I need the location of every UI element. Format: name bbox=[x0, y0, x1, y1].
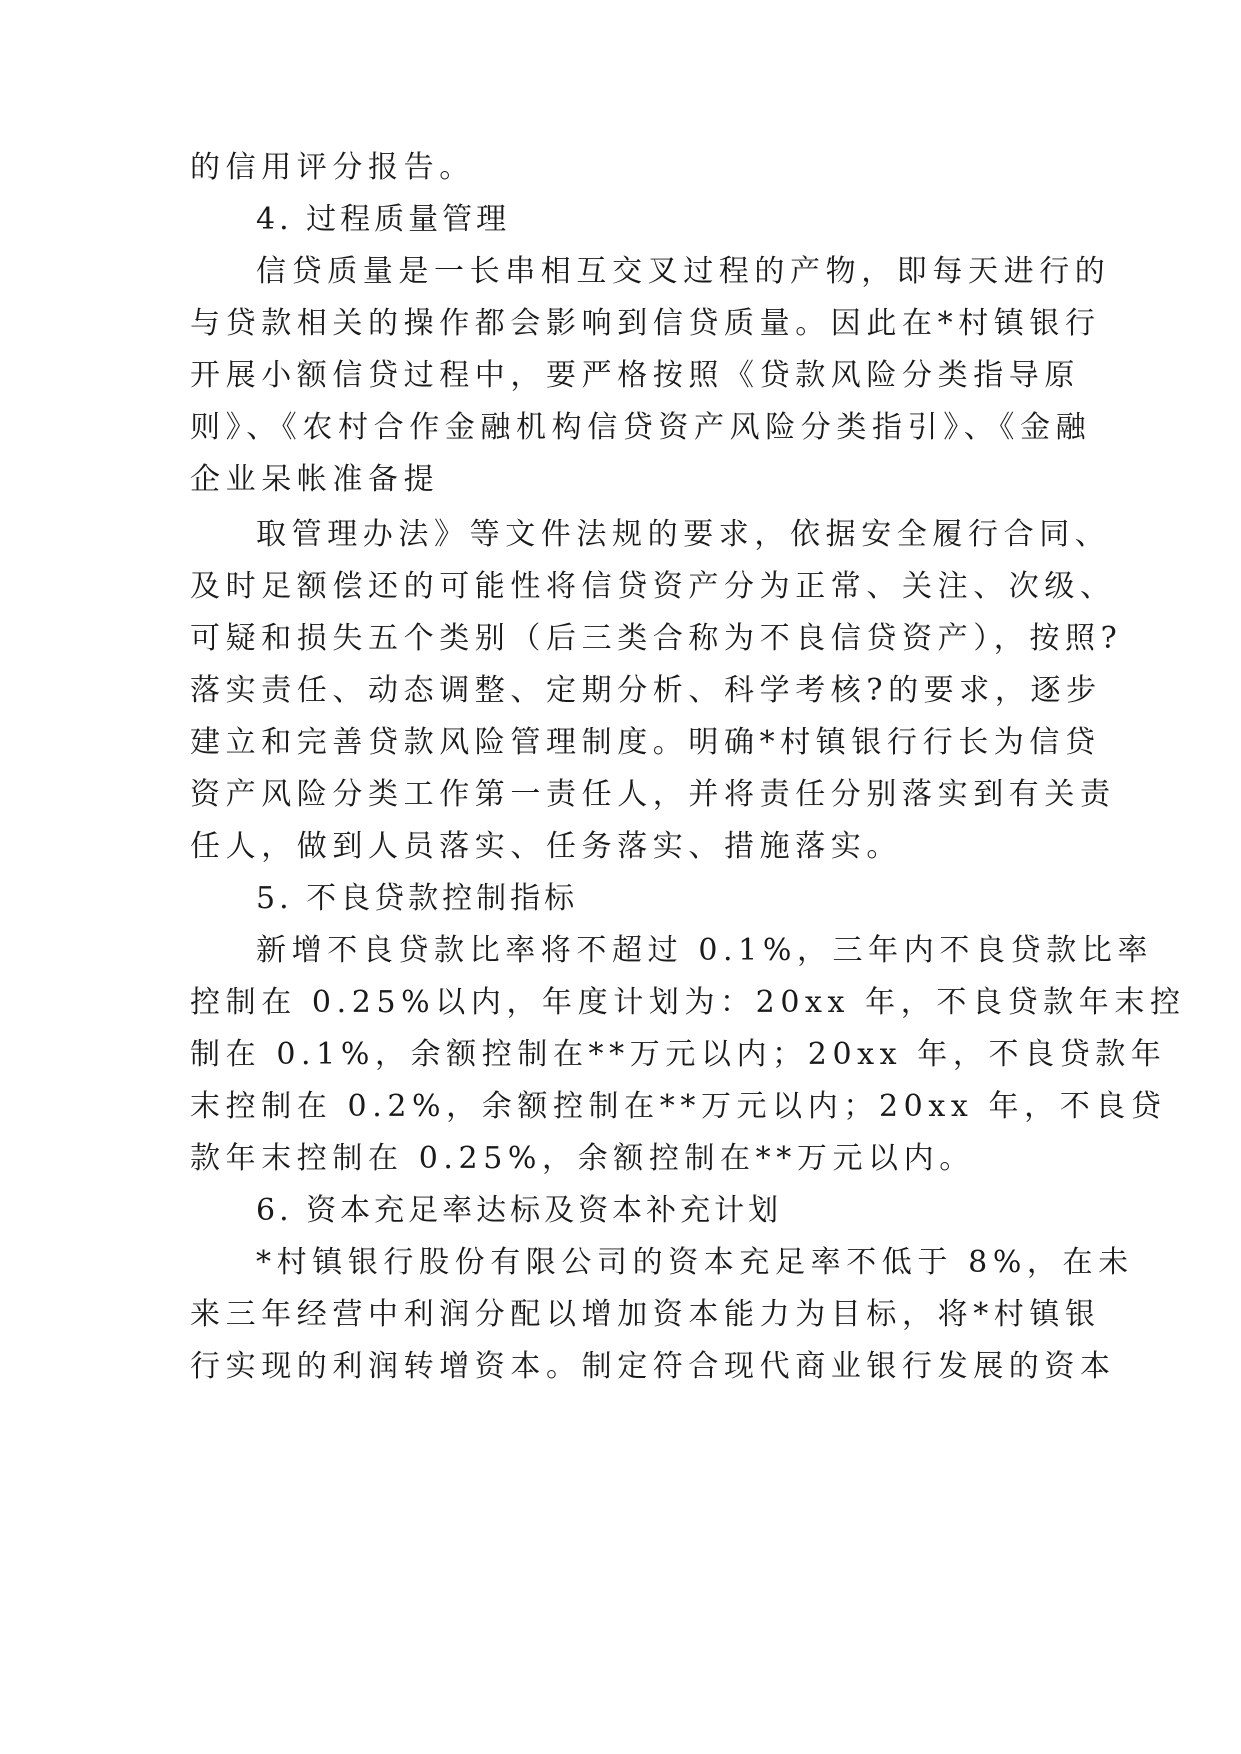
paragraph-line: 来三年经营中利润分配以增加资本能力为目标，将*村镇银 bbox=[190, 1297, 1101, 1332]
paragraph-line: 制在 0.1%，余额控制在**万元以内；20xx 年，不良贷款年 bbox=[190, 1037, 1167, 1072]
paragraph-line: 任人，做到人员落实、任务落实、措施落实。 bbox=[190, 829, 902, 864]
paragraph-line: 资产风险分类工作第一责任人，并将责任分别落实到有关责 bbox=[190, 777, 1116, 812]
section-heading-6: 6. 资本充足率达标及资本补充计划 bbox=[256, 1193, 783, 1228]
paragraph-line: 可疑和损失五个类别（后三类合称为不良信贷资产），按照? bbox=[190, 621, 1123, 656]
section-heading-4: 4. 过程质量管理 bbox=[256, 202, 511, 237]
paragraph-line: 企业呆帐准备提 bbox=[190, 462, 440, 497]
paragraph-line: *村镇银行股份有限公司的资本充足率不低于 8%，在未 bbox=[256, 1245, 1134, 1280]
paragraph-line: 建立和完善贷款风险管理制度。明确*村镇银行行长为信贷 bbox=[190, 725, 1101, 760]
paragraph-line: 落实责任、动态调整、定期分析、科学考核?的要求，逐步 bbox=[190, 673, 1102, 708]
paragraph-line: 末控制在 0.2%，余额控制在**万元以内；20xx 年，不良贷 bbox=[190, 1089, 1167, 1124]
paragraph-line: 控制在 0.25%以内，年度计划为：20xx 年，不良贷款年末控 bbox=[190, 985, 1186, 1020]
paragraph-line: 新增不良贷款比率将不超过 0.1%，三年内不良贷款比率 bbox=[256, 933, 1153, 968]
paragraph-line: 款年末控制在 0.25%，余额控制在**万元以内。 bbox=[190, 1141, 975, 1176]
section-heading-5: 5. 不良贷款控制指标 bbox=[256, 881, 579, 916]
paragraph-line: 信贷质量是一长串相互交叉过程的产物，即每天进行的 bbox=[256, 254, 1111, 289]
paragraph-line: 及时足额偿还的可能性将信贷资产分为正常、关注、次级、 bbox=[190, 569, 1116, 604]
paragraph-line: 的信用评分报告。 bbox=[190, 150, 475, 185]
paragraph-line: 开展小额信贷过程中，要严格按照《贷款风险分类指导原 bbox=[190, 358, 1080, 393]
paragraph-line: 与贷款相关的操作都会影响到信贷质量。因此在*村镇银行 bbox=[190, 306, 1101, 341]
paragraph-line: 取管理办法》等文件法规的要求，依据安全履行合同、 bbox=[256, 517, 1111, 552]
paragraph-line: 行实现的利润转增资本。制定符合现代商业银行发展的资本 bbox=[190, 1349, 1116, 1384]
paragraph-line: 则》、《农村合作金融机构信贷资产风险分类指引》、《金融 bbox=[190, 410, 1092, 445]
